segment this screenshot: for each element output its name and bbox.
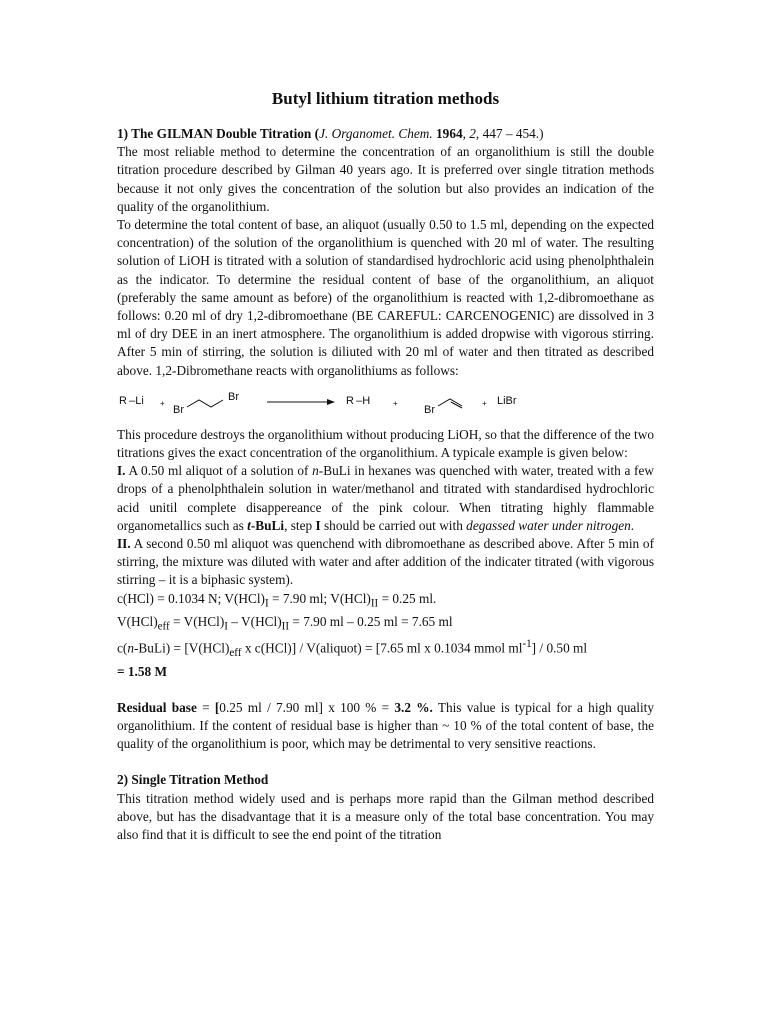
- degassed-water-note: degassed water under nitrogen: [466, 517, 631, 533]
- spacer: [117, 681, 654, 699]
- section-1-paragraph-explanation: This procedure destroys the organolithium without producing LiOH, so that the difference of the two titrations gives the exact concentration of the organolithium. A typicale example is given below:: [117, 426, 654, 461]
- section-2-paragraph: This titration method widely used and is perhaps more rapid than the Gilman method described above, but has the disadvantage that it is a measure only of the total base concentration. You may also find that it is difficult to see the end point of the titration: [117, 790, 654, 843]
- scheme-plus-3: +: [482, 398, 487, 408]
- residual-base-paragraph: Residual base = [0.25 ml / 7.90 ml] x 100 % = 3.2 %. This value is typical for a high quality organolithium. If the content of residual base is higher than ~ 10 % of the total content of base, the quality of the organolithium is poor, which may be detrimental to very sensitive reactions.: [117, 699, 654, 752]
- journal-year: 1964: [436, 126, 463, 141]
- step-one-label: I.: [117, 463, 126, 479]
- concentration-result: = 1.58 M: [117, 663, 168, 679]
- scheme-br-left: Br: [173, 403, 184, 416]
- residual-base-label: Residual base: [117, 699, 197, 715]
- step-two-label: II.: [117, 536, 131, 552]
- journal-volume: 2: [469, 126, 476, 141]
- residual-base-value: 3.2 %.: [394, 699, 433, 715]
- section-1-heading: [117, 125, 654, 143]
- reaction-scheme-drawing: [117, 380, 654, 426]
- section-1-paragraph-intro: The most reliable method to determine the concentration of an organolithium is still the double titration procedure described by Gilman 40 years ago. It is preferred over single titration methods because it not only gives the concentration of the solution but also provides an indication of the quality of the organolithium.: [117, 144, 654, 214]
- journal-reference: J. Organomet. Chem. 1964, 2, 447 – 454.): [319, 126, 544, 141]
- journal-pages: , 447 – 454.): [475, 126, 544, 141]
- reaction-arrowhead: [327, 399, 335, 405]
- step-one-paragraph: I. A 0.50 ml aliquot of a solution of n-BuLi in hexanes was quenched with water, treated with a few drops of a phenolphthalein solution in water/methanol and titrated with standardised hydrochloric acid unitil complete disappereance of the pink colour. When titrating highly flammable organometallics such as t-BuLi, step I should be carried out with degassed water under nitrogen.: [117, 463, 654, 533]
- scheme-product-rh: R –H: [346, 394, 371, 407]
- section-1-heading-label: 1) The GILMAN Double Titration (: [117, 126, 320, 141]
- step-two-paragraph: II. A second 0.50 ml aliquot was quenchend with dibromoethane as described above. After 5 min of stirring, the mixture was diluted with water and after addition of the indicater titrated (with vigorous stirring – it is a biphasic system).: [117, 536, 654, 588]
- section-2-heading: 2) Single Titration Method: [117, 772, 269, 788]
- scheme-product-libr: LiBr: [497, 394, 517, 407]
- reaction-scheme: [117, 380, 654, 426]
- calculation-line-3: c(n-BuLi) = [$V(HCl)_{eff}$ x c(HCl)] / V(aliquot) = [7.65 ml x 0.1034 mmol $ml^{-1}] / 0.50$ ml = 1.58 M: [117, 638, 588, 679]
- scheme-plus-1: +: [160, 398, 165, 408]
- scheme-br-right: Br: [228, 390, 239, 403]
- scheme-br-vinyl: Br: [424, 403, 435, 416]
- spacer: [117, 753, 654, 771]
- journal-name: J. Organomet. Chem.: [319, 126, 433, 141]
- section-1-paragraph-procedure: To determine the total content of base, an aliquot (usually 0.50 to 1.5 ml, depending on the expected concentration) of the solution of the organolithium is quenched with 20 ml of water. The resulting solution of LiOH is titrated with a solution of standardised hydrochloric acid using phenolphthalein as the indicator. To determine the residual content of base of the organolithium, an aliquot (preferably the same amount as before) of the organolithium is reacted with 1,2-dibromoethane as follows: 0.20 ml of dry 1,2-dibromoethane (BE CAREFUL: CARCENOGENIC) are dissolved in 3 ml of dry DEE in an inert atmosphere. The organolithium is added dropwise with vigorous stirring. After 5 min of stirring, the solution is diliuted with 20 ml of water and then titrated as described above. 1,2-Dibromethane reacts with organolithiums as follows:: [117, 217, 654, 378]
- scheme-plus-2: +: [393, 398, 398, 408]
- scheme-reactant-rli: R –Li: [119, 394, 144, 407]
- calculation-line-1: c(HCl) = 0.1034 N; $V(HCl)_I = 7.90$ ml; $V(HCl)_{II} = 0.25$ ml.: [117, 590, 437, 610]
- vinyl-bromide-bond-lines: [438, 399, 462, 406]
- document-title: Butyl lithium titration methods: [271, 89, 500, 108]
- calculation-line-2: $V(HCl)_{eff} = V(HCl)_I - V(HCl)_{II} = 7.90$ ml – 0.25 ml = 7.65 ml: [117, 613, 453, 633]
- dibromoethane-bond-lines: [187, 400, 223, 407]
